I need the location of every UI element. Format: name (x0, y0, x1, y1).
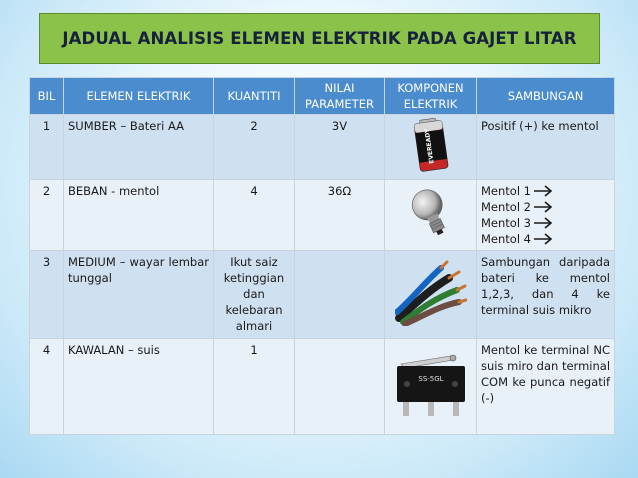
page-title: JADUAL ANALISIS ELEMEN ELEKTRIK PADA GAJET LITAR (62, 29, 577, 48)
battery-aa-icon (409, 117, 453, 173)
cell-kuantiti: 1 (214, 339, 295, 435)
header-komponen: KOMPONEN ELEKTRIK (385, 78, 477, 115)
cell-bil: 1 (30, 115, 64, 180)
wire-cable-icon (395, 260, 467, 326)
cell-elemen: MEDIUM – wayar lembar tunggal (64, 251, 214, 339)
cell-komponen (385, 339, 477, 435)
list-item (481, 215, 610, 231)
arrow-right-icon (533, 217, 555, 229)
table-row (30, 251, 615, 339)
cell-sambungan: Sambungan daripada bateri ke mentol 1,2,3, dan 4 ke terminal suis mikro (477, 251, 615, 339)
cell-komponen (385, 115, 477, 180)
light-bulb-icon (409, 184, 453, 242)
mentol-label: Mentol 3 (481, 216, 531, 230)
cell-sambungan: Positif (+) ke mentol (477, 115, 615, 180)
cell-bil: 4 (30, 339, 64, 435)
analysis-table (29, 77, 615, 435)
cell-nilai (295, 339, 385, 435)
cell-sambungan: Mentol ke terminal NC suis miro dan terminal COM ke punca negatif (-) (477, 339, 615, 435)
table-row (30, 115, 615, 180)
cell-nilai: 3V (295, 115, 385, 180)
table-row (30, 339, 615, 435)
list-item (481, 199, 610, 215)
micro-switch-icon (391, 350, 471, 420)
table-row (30, 180, 615, 251)
list-item (481, 183, 610, 199)
header-kuantiti: KUANTITI (214, 78, 295, 115)
battery-label: EVEREADY (423, 128, 436, 165)
cell-kuantiti: 2 (214, 115, 295, 180)
cell-nilai (295, 251, 385, 339)
arrow-right-icon (533, 233, 555, 245)
header-row (30, 78, 615, 115)
mentol-label: Mentol 2 (481, 200, 531, 214)
list-item (481, 231, 610, 247)
cell-bil: 2 (30, 180, 64, 251)
cell-elemen: SUMBER – Bateri AA (64, 115, 214, 180)
header-bil: BIL (30, 78, 64, 115)
cell-kuantiti: Ikut saiz ketinggian dan kelebaran almari (214, 251, 295, 339)
header-sambungan: SAMBUNGAN (477, 78, 615, 115)
header-nilai: NILAI PARAMETER (295, 78, 385, 115)
arrow-right-icon (533, 185, 555, 197)
arrow-right-icon (533, 201, 555, 213)
mentol-label: Mentol 1 (481, 184, 531, 198)
cell-nilai: 36Ω (295, 180, 385, 251)
cell-komponen (385, 180, 477, 251)
cell-elemen: KAWALAN – suis (64, 339, 214, 435)
mentol-label: Mentol 4 (481, 232, 531, 246)
cell-komponen (385, 251, 477, 339)
switch-label: SS-5GL (417, 374, 444, 383)
cell-sambungan (477, 180, 615, 251)
cell-kuantiti: 4 (214, 180, 295, 251)
title-banner (39, 13, 600, 64)
cell-bil: 3 (30, 251, 64, 339)
header-elemen: ELEMEN ELEKTRIK (64, 78, 214, 115)
cell-elemen: BEBAN - mentol (64, 180, 214, 251)
